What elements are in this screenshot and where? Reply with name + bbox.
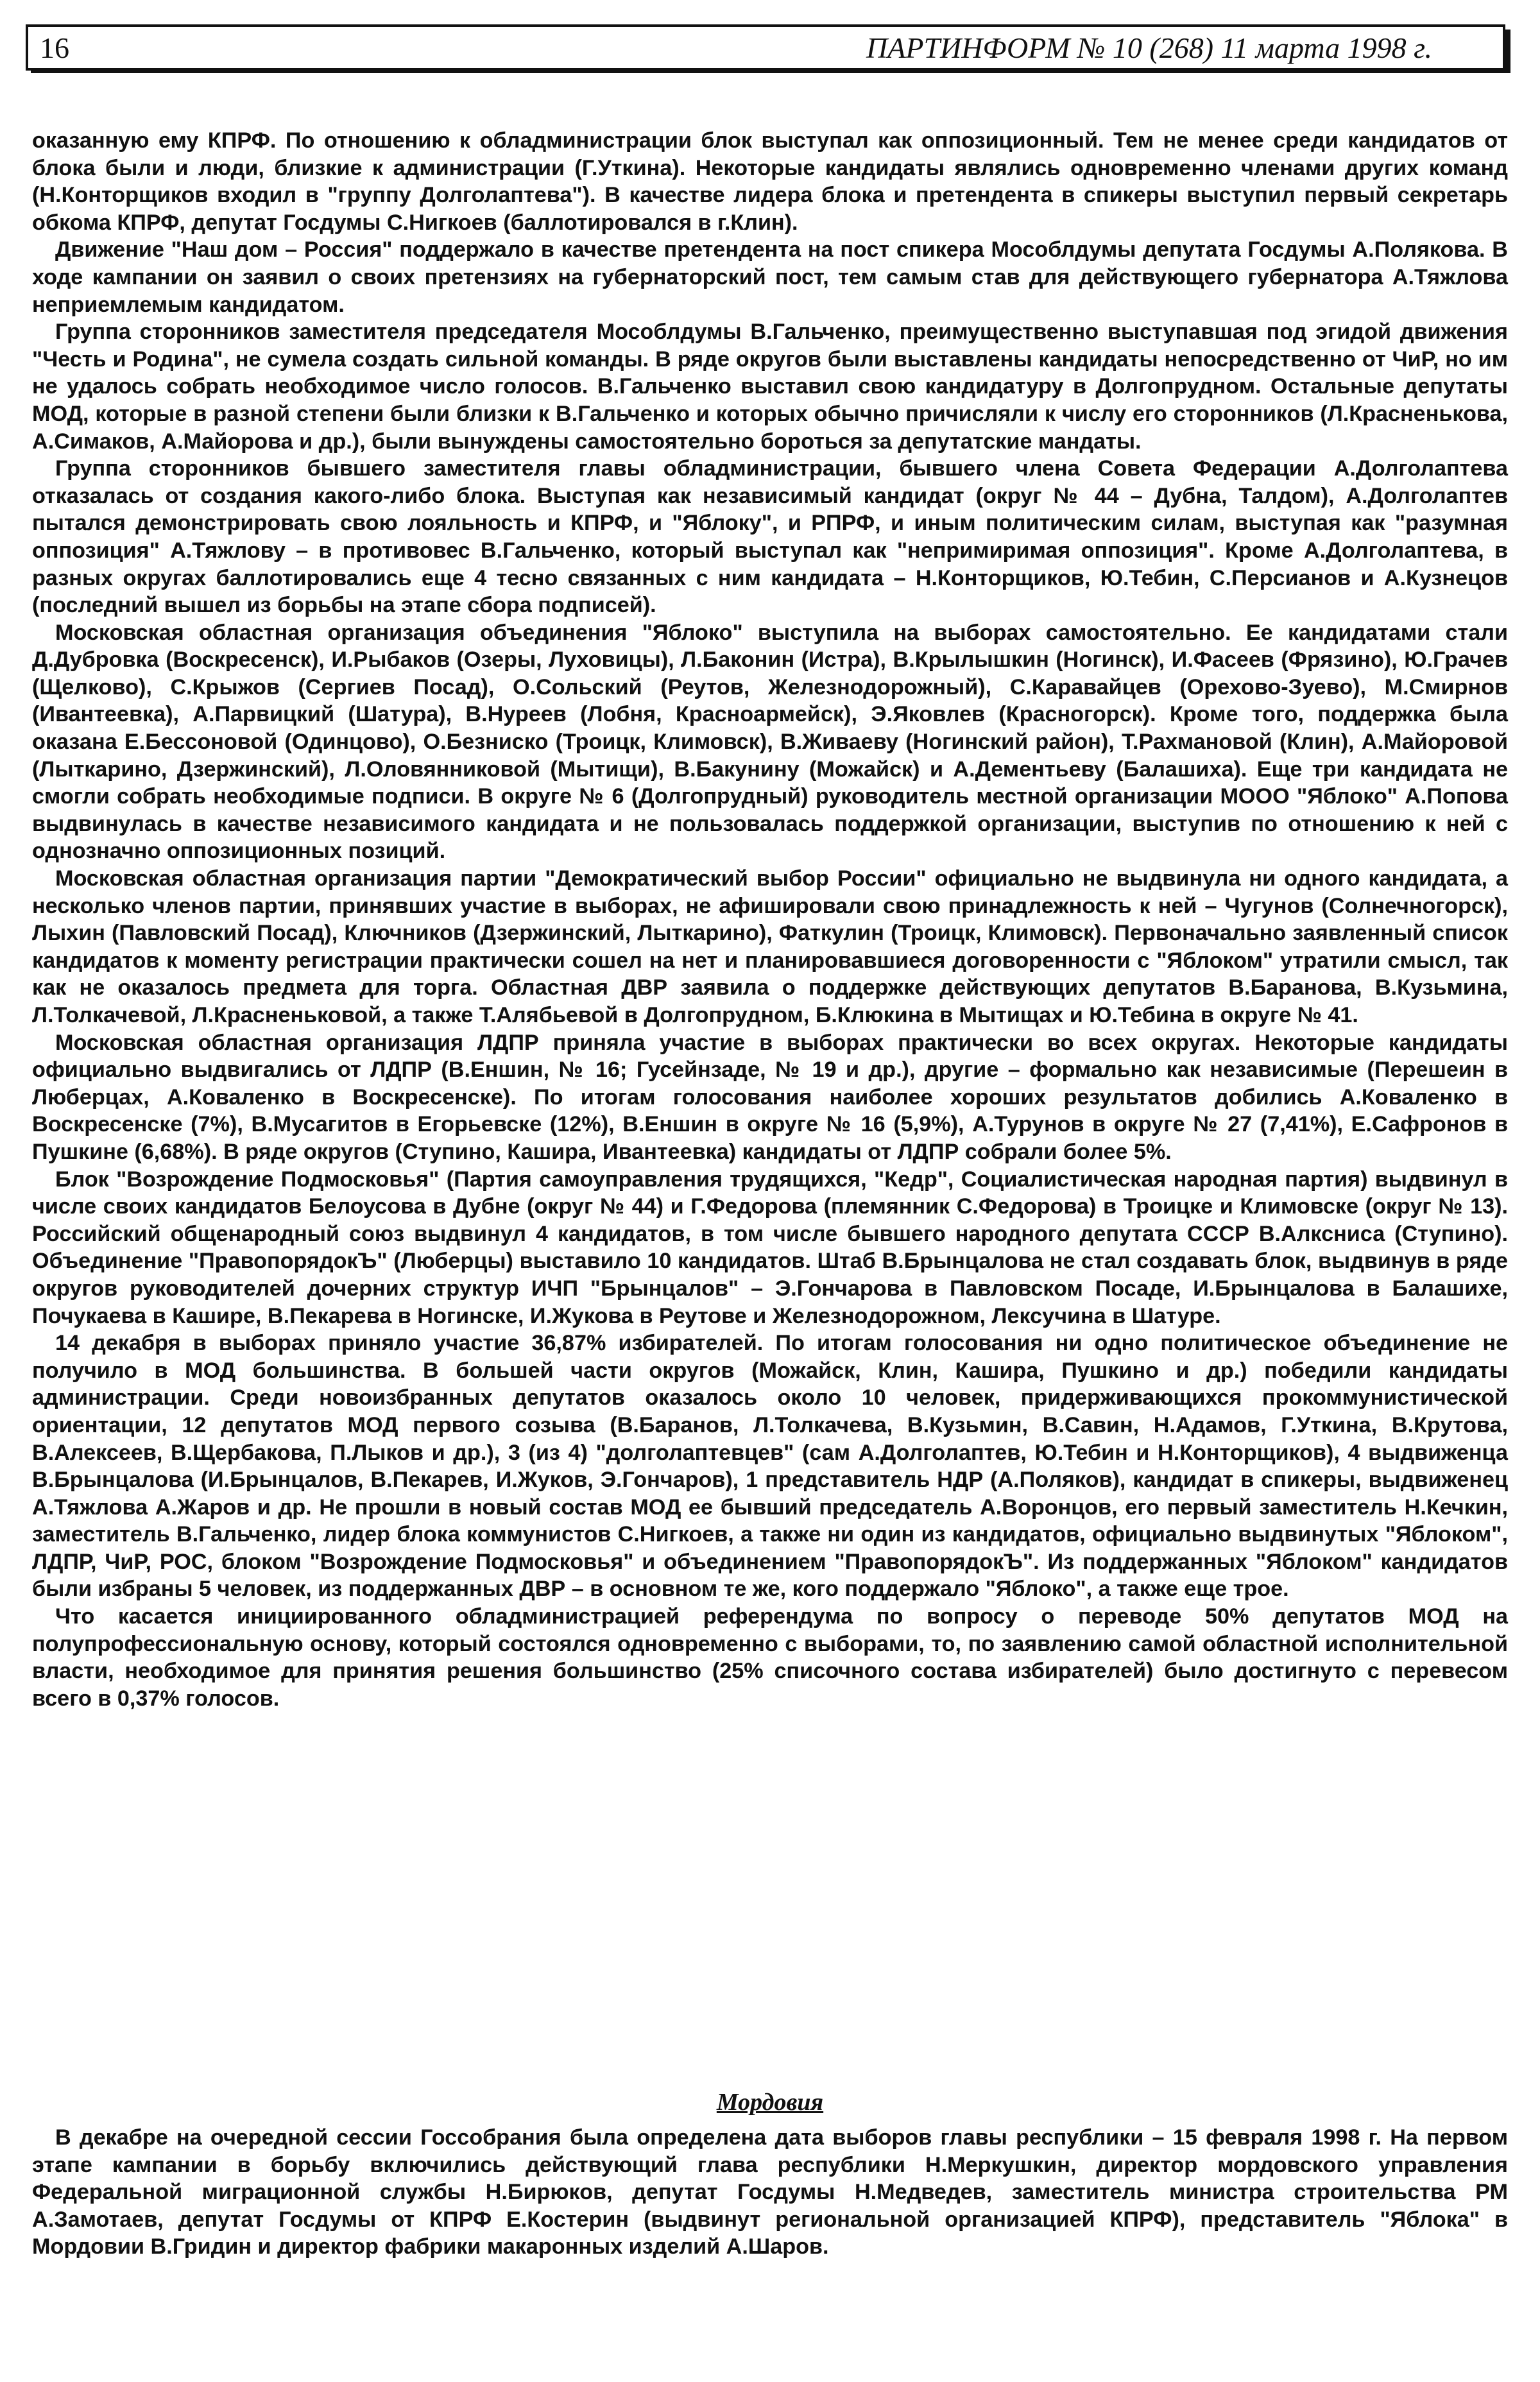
paragraph: Движение "Наш дом – Россия" поддержало в качестве претендента на пост спикера Мособлдумы депутата Госдумы А.Полякова. В ходе кампании он заявил о своих претензиях на губернаторский пост, тем самым став для действующего губернатора А.Тяжлова неприемлемым кандидатом. — [32, 237, 1508, 317]
paragraph: Московская областная организация ЛДПР приняла участие в выборах практически во всех округах. Некоторые кандидаты официально выдвигались от ЛДПР (В.Еншин, № 16; Гусейнзаде, № 19 и др.), другие – формально как независимые (Перешеин в Люберцах, А.Коваленко в Воскресенске). По итогам голосования наиболее хороших результатов добились А.Коваленко в Воскресенске (7%), В.Мусагитов в Егорьевске (12%), В.Еншин в округе № 16 (5,9%), А.Турунов в округе № 27 (7,41%), Е.Сафронов в Пушкине (6,68%). В ряде округов (Ступино, Кашира, Ивантеевка) кандидаты от ЛДПР собрали более 5%. — [32, 1030, 1508, 1164]
paragraph: В декабре на очередной сессии Госсобрания была определена дата выборов главы республики – 15 февраля 1998 г. На первом этапе кампании в борьбу включились действующий глава республики Н.Меркушкин, директор мордовского управления Федеральной миграционной службы Н.Бирюков, депутат Госдумы Н.Медведев, заместитель министра строительства РМ А.Замотаев, депутат Госдумы от КПРФ Е.Костерин (выдвинут региональной организацией КПРФ), представитель "Яблока" в Мордовии В.Гридин и директор фабрики макаронных изделий А.Шаров. — [32, 2125, 1508, 2259]
paragraph: Блок "Возрождение Подмосковья" (Партия самоуправления трудящихся, "Кедр", Социалистическая народная партия) выдвинул в числе своих кандидатов Белоусова в Дубне (округ № 44) и Г.Федорова (племянник С.Федорова) в Троицке и Климовске (округ № 13). Российский общенародный союз выдвинул 4 кандидатов, в том числе бывшего народного депутата СССР В.Алксниса (Ступино). Объединение "ПравопорядокЪ" (Люберцы) выставило 10 кандидатов. Штаб В.Брынцалова не стал создавать блок, выдвинув в ряде округов руководителей дочерних структур ИЧП "Брынцалов" – Э.Гончарова в Павловском Посаде, И.Брынцалова в Балашихе, Почукаева в Кашире, В.Пекарева в Ногинске, И.Жукова в Реутове и Железнодорожном, Лексучина в Шатуре. — [32, 1167, 1508, 1328]
paragraph: оказанную ему КПРФ. По отношению к обладминистрации блок выступал как оппозиционный. Тем не менее среди кандидатов от блока были и люди, близкие к администрации (Г.Уткина). Некоторые кандидаты являлись одновременно членами других команд (Н.Конторщиков входил в "группу Долголаптева"). В качестве лидера блока и претендента в спикеры выступил первый секретарь обкома КПРФ, депутат Госдумы С.Нигкоев (баллотировался в г.Клин). — [32, 128, 1508, 235]
header-shadow-right — [1505, 30, 1510, 73]
paragraph: 14 декабря в выборах приняло участие 36,87% избирателей. По итогам голосования ни одно политическое объединение не получило в МОД большинства. В большей части округов (Можайск, Клин, Кашира, Пушкино и др.) победили кандидаты администрации. Среди новоизбранных депутатов оказалось около 10 человек, придерживающихся прокоммунистической ориентации, 12 депутатов МОД первого созыва (В.Баранов, Л.Толкачева, В.Кузьмин, В.Савин, Н.Адамов, Г.Уткина, В.Крутова, В.Алексеев, В.Щербакова, П.Лыков и др.), 3 (из 4) "долголаптевцев" (сам А.Долголаптев, Ю.Тебин и Н.Конторщиков), 4 выдвиженца В.Брынцалова (И.Брынцалов, В.Пекарев, И.Жуков, Э.Гончаров), 1 представитель НДР (А.Поляков), кандидат в спикеры, выдвиженец А.Тяжлова А.Жаров и др. Не прошли в новый состав МОД ее бывший председатель А.Воронцов, его первый заместитель Н.Кечкин, заместитель В.Гальченко, лидер блока коммунистов С.Нигкоев, а также ни один из кандидатов, официально выдвинутых "Яблоком", ЛДПР, ЧиР, РОС, блоком "Возрождение Подмосковья" и объединением "ПравопорядокЪ". Из поддержанных "Яблоком" кандидатов были избраны 5 человек, из поддержанных ДВР – в основном те же, кого поддержало "Яблоко", а также еще трое. — [32, 1331, 1508, 1602]
page-header — [26, 24, 1505, 71]
paragraph: Московская областная организация объединения "Яблоко" выступила на выборах самостоятельно. Ее кандидатами стали Д.Дубровка (Воскресенск), И.Рыбаков (Озеры, Луховицы), Л.Баконин (Истра), В.Крылышкин (Ногинск), И.Фасеев (Фрязино), Ю.Грачев (Щелково), С.Крыжов (Сергиев Посад), О.Сольский (Реутов, Железнодорожный), С.Каравайцев (Орехово-Зуево), М.Смирнов (Ивантеевка), А.Парвицкий (Шатура), В.Нуреев (Лобня, Красноармейск), Э.Яковлев (Красногорск). Кроме того, поддержка была оказана Е.Бессоновой (Одинцово), О.Безниско (Троицк, Климовск), В.Живаеву (Ногинский район), Т.Рахмановой (Клин), А.Майоровой (Лыткарино, Дзержинский), Л.Оловянниковой (Мытищи), В.Бакунину (Можайск) и А.Дементьеву (Балашиха). Еще три кандидата не смогли собрать необходимые подписи. В округе № 6 (Долгопрудный) руководитель местной организации МООО "Яблоко" А.Попова выдвинулась в качестве независимого кандидата и не пользовалась поддержкой организации, выступив по отношению к ней с однозначно оппозиционных позиций. — [32, 620, 1508, 864]
running-title: ПАРТИНФОРМ № 10 (268) 11 марта 1998 г. — [866, 31, 1432, 64]
section-body — [32, 2124, 1508, 2261]
paragraph: Московская областная организация партии "Демократический выбор России" официально не выдвинула ни одного кандидата, а несколько членов партии, принявших участие в выборах, не афишировали свою принадлежность к ней – Чугунов (Солнечногорск), Лыхин (Павловский Посад), Ключников (Дзержинский, Лыткарино), Фаткулин (Троицк, Климовск). Первоначально заявленный список кандидатов к моменту регистрации практически сошел на нет и планировавшиеся договоренности с "Яблоком" утратили смысл, так как не оказалось предмета для торга. Областная ДВР заявила о поддержке действующих депутатов В.Баранова, В.Кузьмина, Л.Толкачевой, Л.Красненьковой, а также Т.Алябьевой в Долгопрудном, Б.Клюкина в Мытищах и Ю.Тебина в округе № 41. — [32, 866, 1508, 1027]
paragraph: Группа сторонников бывшего заместителя главы обладминистрации, бывшего члена Совета Федерации А.Долголаптева отказалась от создания какого-либо блока. Выступая как независимый кандидат (округ № 44 – Дубна, Талдом), А.Долголаптев пытался демонстрировать свою лояльность и КПРФ, и "Яблоку", и РПРФ, и иным политическим силам, выступая как "разумная оппозиция" А.Тяжлову – в противовес В.Гальченко, который выступал как "непримиримая оппозиция". Кроме А.Долголаптева, в разных округах баллотировались еще 4 тесно связанных с ним кандидата – Н.Конторщиков, Ю.Тебин, С.Персианов и А.Кузнецов (последний вышел из борьбы на этапе сбора подписей). — [32, 456, 1508, 618]
paragraph: Что касается инициированного обладминистрацией референдума по вопросу о переводе 50% депутатов МОД на полупрофессиональную основу, который состоялся одновременно с выборами, то, по заявлению самой областной исполнительной власти, необходимое для принятия решения большинство (25% списочного состава избирателей) было достигнуто с перевесом всего в 0,37% голосов. — [32, 1604, 1508, 1711]
page-number: 16 — [40, 31, 69, 64]
article-body — [32, 127, 1508, 1712]
paragraph: Группа сторонников заместителя председателя Мособлдумы В.Гальченко, преимущественно выступавшая под эгидой движения "Честь и Родина", не сумела создать сильной команды. В ряде округов были выставлены кандидаты непосредственно от ЧиР, но им не удалось собрать необходимое число голосов. В.Гальченко выставил свою кандидатуру в Долгопрудном. Остальные депутаты МОД, которые в разной степени были близки к В.Гальченко и которых обычно причисляли к числу его сторонников (Л.Красненькова, А.Симаков, А.Майорова и др.), были вынуждены самостоятельно бороться за депутатские мандаты. — [32, 320, 1508, 454]
section-heading: Мордовия — [716, 2089, 824, 2116]
